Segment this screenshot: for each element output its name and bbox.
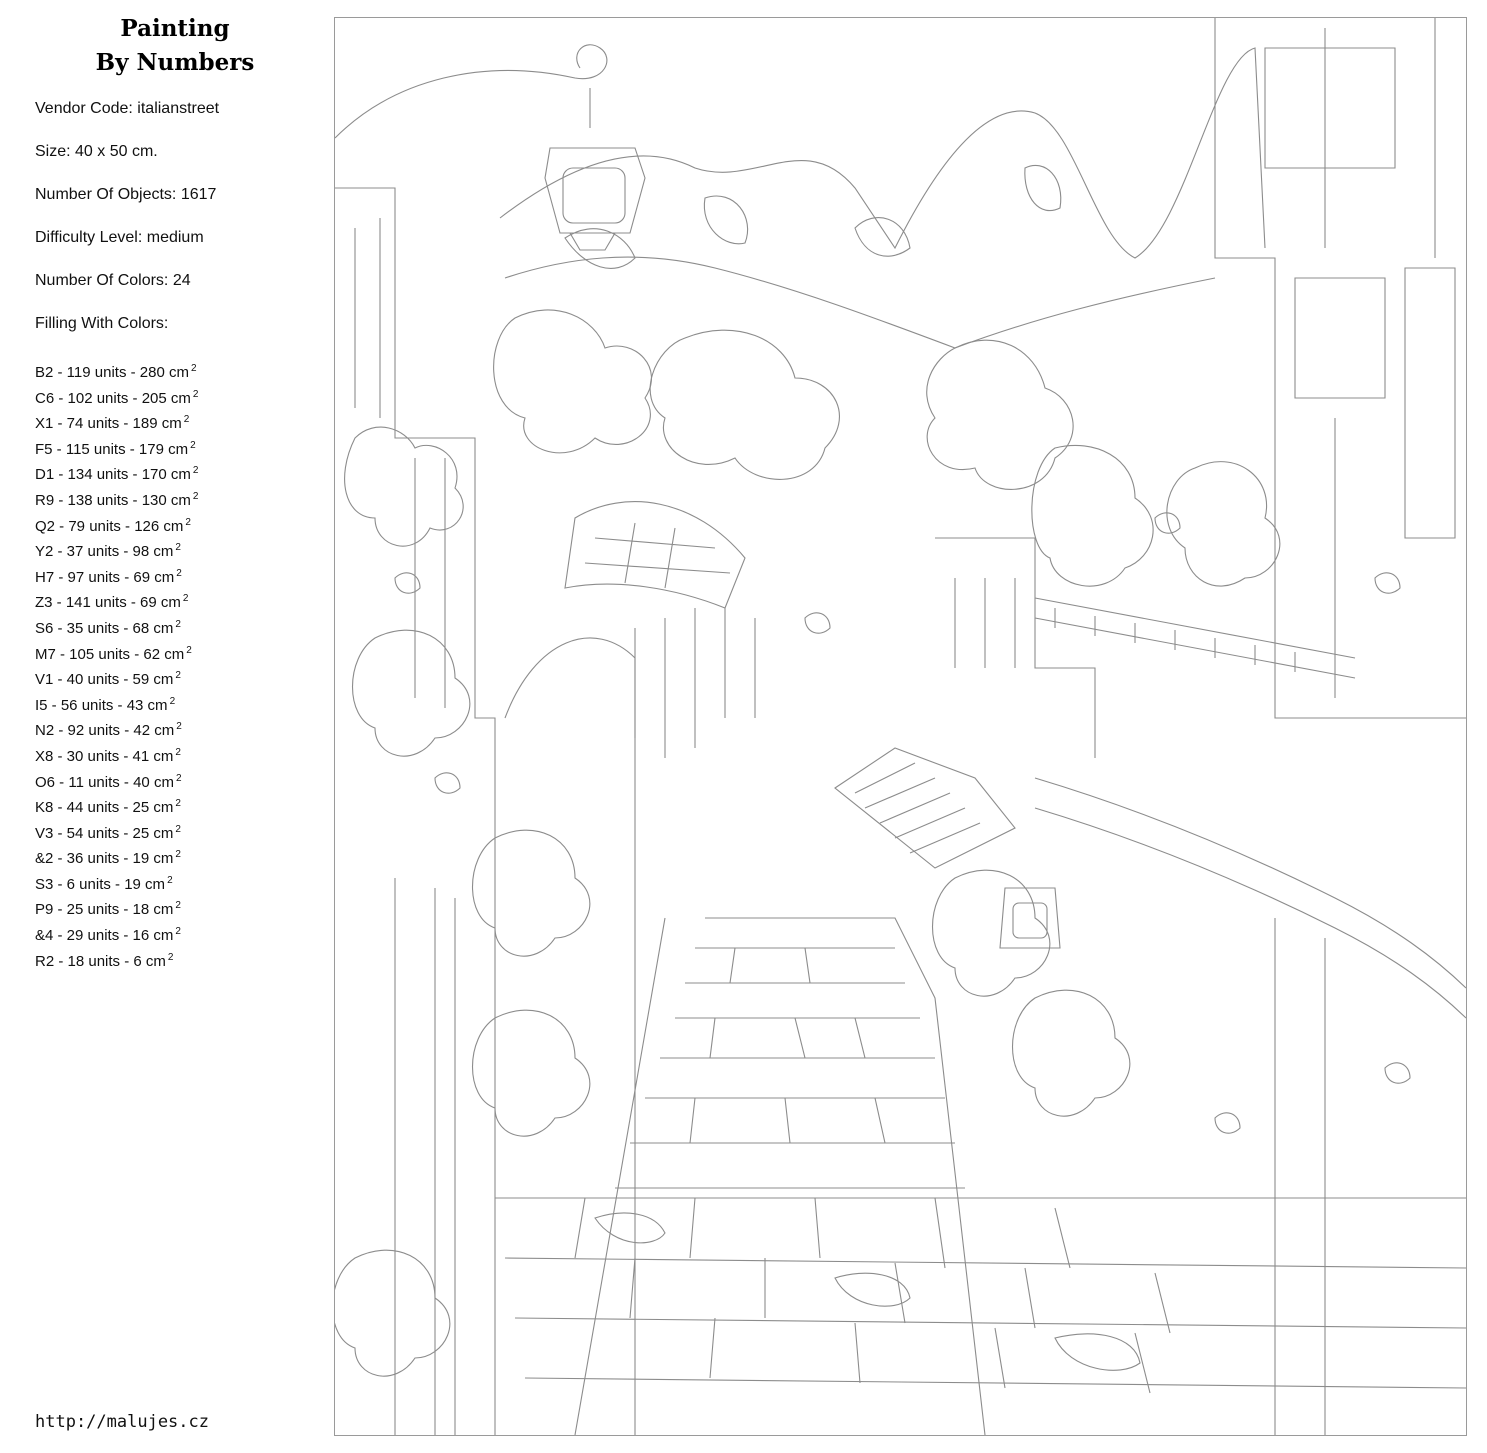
superscript: 2: [175, 542, 181, 554]
vendor-code: Vendor Code: italianstreet: [35, 100, 220, 117]
color-entry: [35, 563, 198, 589]
color-entry: [35, 844, 198, 870]
color-list: [35, 358, 198, 972]
awning: [565, 502, 745, 608]
paving-stone: [595, 1213, 665, 1243]
color-entry: [35, 716, 198, 742]
detail: [435, 773, 460, 793]
line-art: [335, 18, 1466, 1435]
site-url[interactable]: http://malujes.cz: [35, 1412, 209, 1432]
superscript: 2: [190, 439, 196, 451]
color-entry-text: H7 - 97 units - 69 cm: [35, 568, 175, 586]
color-entry-text: &2 - 36 units - 19 cm: [35, 850, 174, 868]
paving-stones: [575, 1198, 1170, 1393]
superscript: 2: [175, 772, 182, 784]
foliage: [650, 330, 839, 479]
lantern-glass: [1013, 903, 1047, 938]
info-block: [35, 98, 219, 356]
color-entry: [35, 588, 198, 614]
colors-count: Number Of Colors: 24: [35, 272, 191, 289]
left-building: [335, 188, 495, 1435]
distant-buildings: [635, 608, 755, 758]
color-entry-text: Y2 - 37 units - 98 cm: [35, 543, 174, 561]
color-entry: [35, 742, 198, 768]
superscript: 2: [175, 926, 181, 938]
superscript: 2: [175, 900, 181, 912]
foliage: [353, 630, 470, 756]
color-entry: [35, 435, 198, 461]
color-entry-text: &4 - 29 units - 16 cm: [35, 927, 174, 945]
lamp-bottom: [570, 233, 615, 250]
title-line-2: By Numbers: [95, 49, 255, 76]
paving: [495, 1198, 1466, 1388]
foliage: [927, 340, 1073, 489]
foliage: [933, 870, 1050, 996]
color-entry: [35, 691, 198, 717]
superscript: 2: [175, 823, 181, 835]
color-entry-text: I5 - 56 units - 43 cm: [35, 696, 168, 714]
distant-buildings: [935, 538, 1095, 758]
color-entry: [35, 537, 198, 563]
superscript: 2: [192, 465, 199, 477]
color-entry-text: O6 - 11 units - 40 cm: [35, 773, 174, 791]
snow-patch: [855, 218, 910, 257]
superscript: 2: [192, 490, 199, 502]
superscript: 2: [176, 721, 182, 733]
color-entry-text: S3 - 6 units - 19 cm: [35, 875, 166, 893]
superscript: 2: [169, 695, 176, 707]
superscript: 2: [175, 849, 181, 861]
color-entry: [35, 870, 198, 896]
stair-step: [615, 948, 965, 1188]
snow-patch: [704, 196, 747, 244]
size-text: Size: 40 x 50 cm.: [35, 143, 158, 160]
detail: [805, 613, 830, 633]
lamp-arm: [335, 45, 607, 138]
handrail-lower: [1035, 808, 1466, 1018]
superscript: 2: [175, 746, 181, 758]
color-entry: [35, 409, 198, 435]
stair-step: [690, 948, 885, 1143]
superscript: 2: [175, 670, 181, 682]
lantern-right: [1000, 888, 1060, 948]
lamp-glass: [563, 168, 625, 223]
superscript: 2: [190, 363, 197, 374]
superscript: 2: [185, 516, 191, 528]
color-entry: [35, 921, 198, 947]
color-entry-text: N2 - 92 units - 42 cm: [35, 722, 175, 740]
color-entry-text: X8 - 30 units - 41 cm: [35, 747, 174, 765]
color-entry-text: M7 - 105 units - 62 cm: [35, 645, 185, 663]
color-entry: [35, 793, 198, 819]
right-windows: [1265, 48, 1455, 538]
lamp-body: [545, 148, 645, 233]
color-entry: [35, 895, 198, 921]
superscript: 2: [167, 951, 174, 963]
paving-stone: [1055, 1334, 1140, 1370]
foliage: [1167, 462, 1280, 586]
color-entry: [35, 512, 198, 538]
color-entry-text: V3 - 54 units - 25 cm: [35, 824, 174, 842]
foliage: [335, 1250, 450, 1376]
color-entry-text: V1 - 40 units - 59 cm: [35, 671, 174, 689]
color-entry-text: S6 - 35 units - 68 cm: [35, 619, 174, 637]
color-entry-text: K8 - 44 units - 25 cm: [35, 799, 174, 817]
superscript: 2: [183, 414, 190, 426]
page-title: [60, 12, 290, 80]
color-entry-text: R9 - 138 units - 130 cm: [35, 491, 191, 509]
superscript: 2: [192, 388, 199, 400]
color-entry: [35, 384, 198, 410]
color-entry: [35, 460, 198, 486]
color-entry: [35, 358, 198, 384]
color-entry: [35, 947, 198, 973]
filling-heading: Filling With Colors:: [35, 315, 169, 332]
color-entry: [35, 768, 198, 794]
superscript: 2: [175, 618, 181, 630]
left-wall: [355, 218, 445, 708]
objects-count: Number Of Objects: 1617: [35, 186, 217, 203]
stair-upper-steps: [855, 763, 980, 853]
superscript: 2: [182, 593, 189, 605]
color-entry-text: P9 - 25 units - 18 cm: [35, 901, 174, 919]
right-wall: [1325, 18, 1435, 698]
foliage: [1013, 990, 1130, 1116]
main-stairs: [575, 918, 985, 1435]
stair-upper: [835, 748, 1015, 868]
superscript: 2: [176, 567, 182, 579]
color-entry: [35, 640, 198, 666]
snow-patch: [1025, 165, 1061, 210]
color-entry: [35, 486, 198, 512]
title-line-1: Painting: [120, 15, 230, 42]
handrail: [1035, 778, 1466, 988]
foliage: [494, 310, 652, 453]
right-building: [1215, 18, 1466, 718]
foliage: [473, 830, 590, 956]
superscript: 2: [167, 874, 173, 886]
color-entry-text: R2 - 18 units - 6 cm: [35, 952, 166, 970]
color-entry-text: D1 - 134 units - 170 cm: [35, 466, 191, 484]
superscript: 2: [175, 798, 181, 810]
left-door: [395, 878, 455, 1435]
color-entry-text: F5 - 115 units - 179 cm: [35, 440, 189, 458]
handrail-post: [1275, 918, 1325, 1435]
snow-patch: [565, 229, 635, 269]
color-entry: [35, 614, 198, 640]
mountain-outline: [500, 48, 1265, 258]
detail: [1215, 1113, 1240, 1133]
legend-panel: [0, 0, 320, 1453]
color-entry-text: Z3 - 141 units - 69 cm: [35, 594, 181, 612]
color-entry: [35, 665, 198, 691]
awning-tiles: [585, 523, 730, 588]
color-entry-text: C6 - 102 units - 205 cm: [35, 389, 191, 407]
paving-stone: [835, 1273, 910, 1306]
foliage: [1032, 445, 1153, 586]
coloring-canvas: [334, 17, 1467, 1436]
color-entry-text: X1 - 74 units - 189 cm: [35, 415, 182, 433]
difficulty-level: Difficulty Level: medium: [35, 229, 204, 246]
detail: [1385, 1063, 1410, 1083]
detail: [1375, 573, 1400, 593]
superscript: 2: [186, 644, 192, 656]
foliage: [473, 1010, 590, 1136]
mountain-ridge: [505, 257, 1215, 348]
detail: [395, 573, 420, 593]
color-entry-text: B2 - 119 units - 280 cm: [35, 364, 189, 381]
color-entry: [35, 819, 198, 845]
railing: [1035, 598, 1355, 678]
color-entry-text: Q2 - 79 units - 126 cm: [35, 517, 184, 535]
